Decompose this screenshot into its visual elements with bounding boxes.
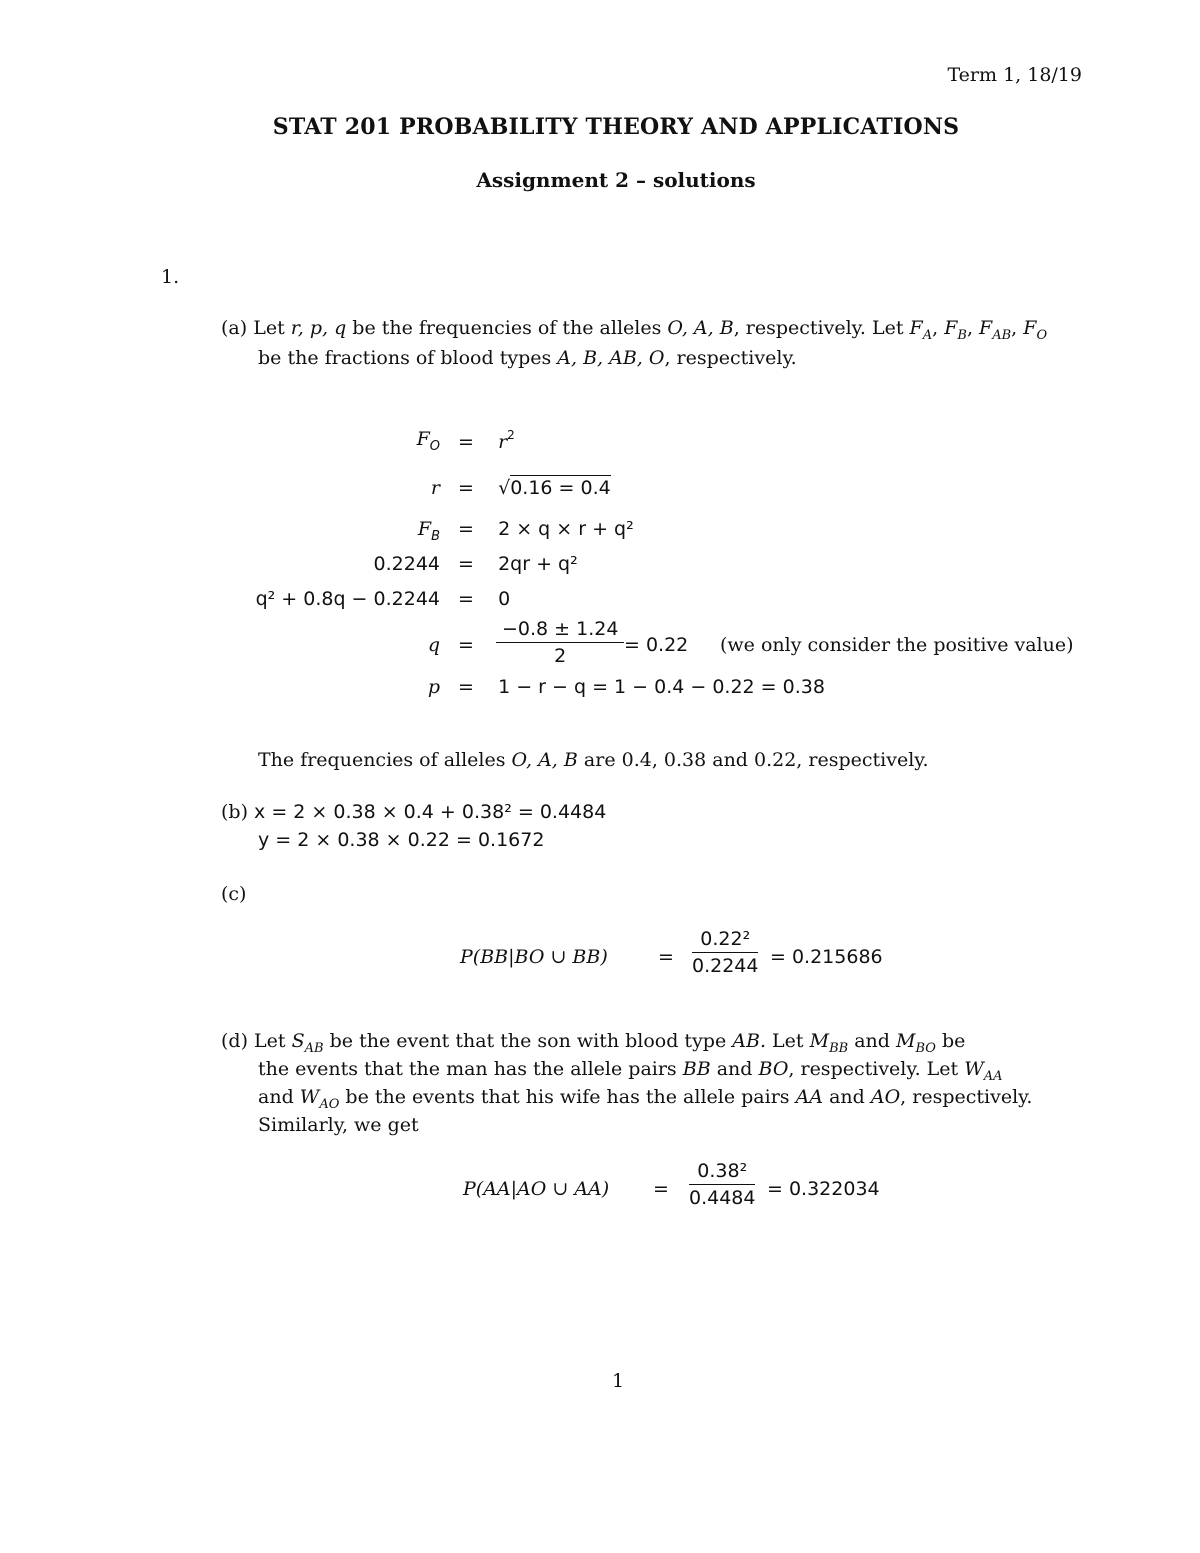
part-b-line2: y = 2 × 0.38 × 0.22 = 0.1672 — [258, 829, 545, 851]
part-d-line4: Similarly, we get — [258, 1114, 419, 1136]
part-b-label: (b) — [221, 801, 248, 823]
part-b-line1: x = 2 × 0.38 × 0.4 + 0.38² = 0.4484 — [254, 801, 607, 823]
document-page: Term 1, 18/19 STAT 201 PROBABILITY THEORY AND APPLICATIONS Assignment 2 – solutions 1. (a) Let r, p, q be the frequencies of the alleles O, A, B, respectively. Let $F_A$, $F_B$, $F_{AB}$, $F_O$ be the fractions of blood types A, B, AB, O, respectively. $F_O$ = $r^2$ r = √0.16 = 0.4 $F_B$ = 2 × q × r + q² 0.2244 = 2qr + q² q² + 0.8q − 0.2244 = 0 q = $\frac{-0.8 \pm 1.24}{2}$ = 0.22 (we only consider the positive value) p = 1 − r − q = 1 − 0.4 − 0.22 = 0.38 The frequencies of alleles O, A, B are 0.4, 0.38 and 0.22, respectively. (b) x = 2 × 0.38 × 0.4 + 0.38² = 0.4484 y = 2 × 0.38 × 0.22 = 0.1672 (c) P(BB|BO ∪ BB) = $\frac{\text{0.22²}}{0.2244}$ = 0.215686 (d) Let $S_{AB}$ be the event that the son with blood type AB. Let $M_{BB}$ and $M_{BO}$ be the events that the man has the allele pairs BB and BO, respectively. Let $W_{AA}$ and $W_{AO}$ be the events that his wife has the allele pairs AA and AO, respectively. Similarly, we get P(AA|AO ∪ AA) = $\frac{\text{0.38²}}{0.4484}$ = 0.322034 1 — [0, 0, 1200, 1553]
part-a-conclusion: The frequencies of alleles O, A, B are 0.4, 0.38 and 0.22, respectively. — [258, 749, 929, 771]
part-b — [221, 798, 606, 826]
part-a-intro: (a) Let r, p, q be the frequencies of the alleles O, A, B, respectively. Let $F_A$, $F_B$, $F_{AB}$, $F_O$ — [221, 317, 1048, 343]
term-label: Term 1, 18/19 — [947, 64, 1082, 86]
page-subtitle: Assignment 2 – solutions — [476, 168, 756, 192]
part-d-line3: and $W_{AO}$ be the events that his wife has the allele pairs AA and AO, respectively. — [258, 1086, 1033, 1112]
part-d-label: (d) — [221, 1030, 248, 1052]
part-d-line2: the events that the man has the allele pairs BB and BO, respectively. Let $W_{AA}$ — [258, 1058, 1003, 1084]
part-c-label: (c) — [221, 883, 247, 905]
part-a-intro-line2: be the fractions of blood types A, B, AB, O, respectively. — [258, 347, 797, 369]
question-number: 1. — [161, 266, 180, 288]
page-title: STAT 201 PROBABILITY THEORY AND APPLICATIONS — [272, 114, 960, 140]
page-number: 1 — [611, 1370, 625, 1392]
part-b-line2-wrap — [258, 826, 544, 854]
part-d-line1: (d) Let $S_{AB}$ be the event that the son with blood type AB. Let $M_{BB}$ and $M_{BO}$ be — [221, 1030, 966, 1056]
part-a-label: (a) — [221, 317, 248, 339]
